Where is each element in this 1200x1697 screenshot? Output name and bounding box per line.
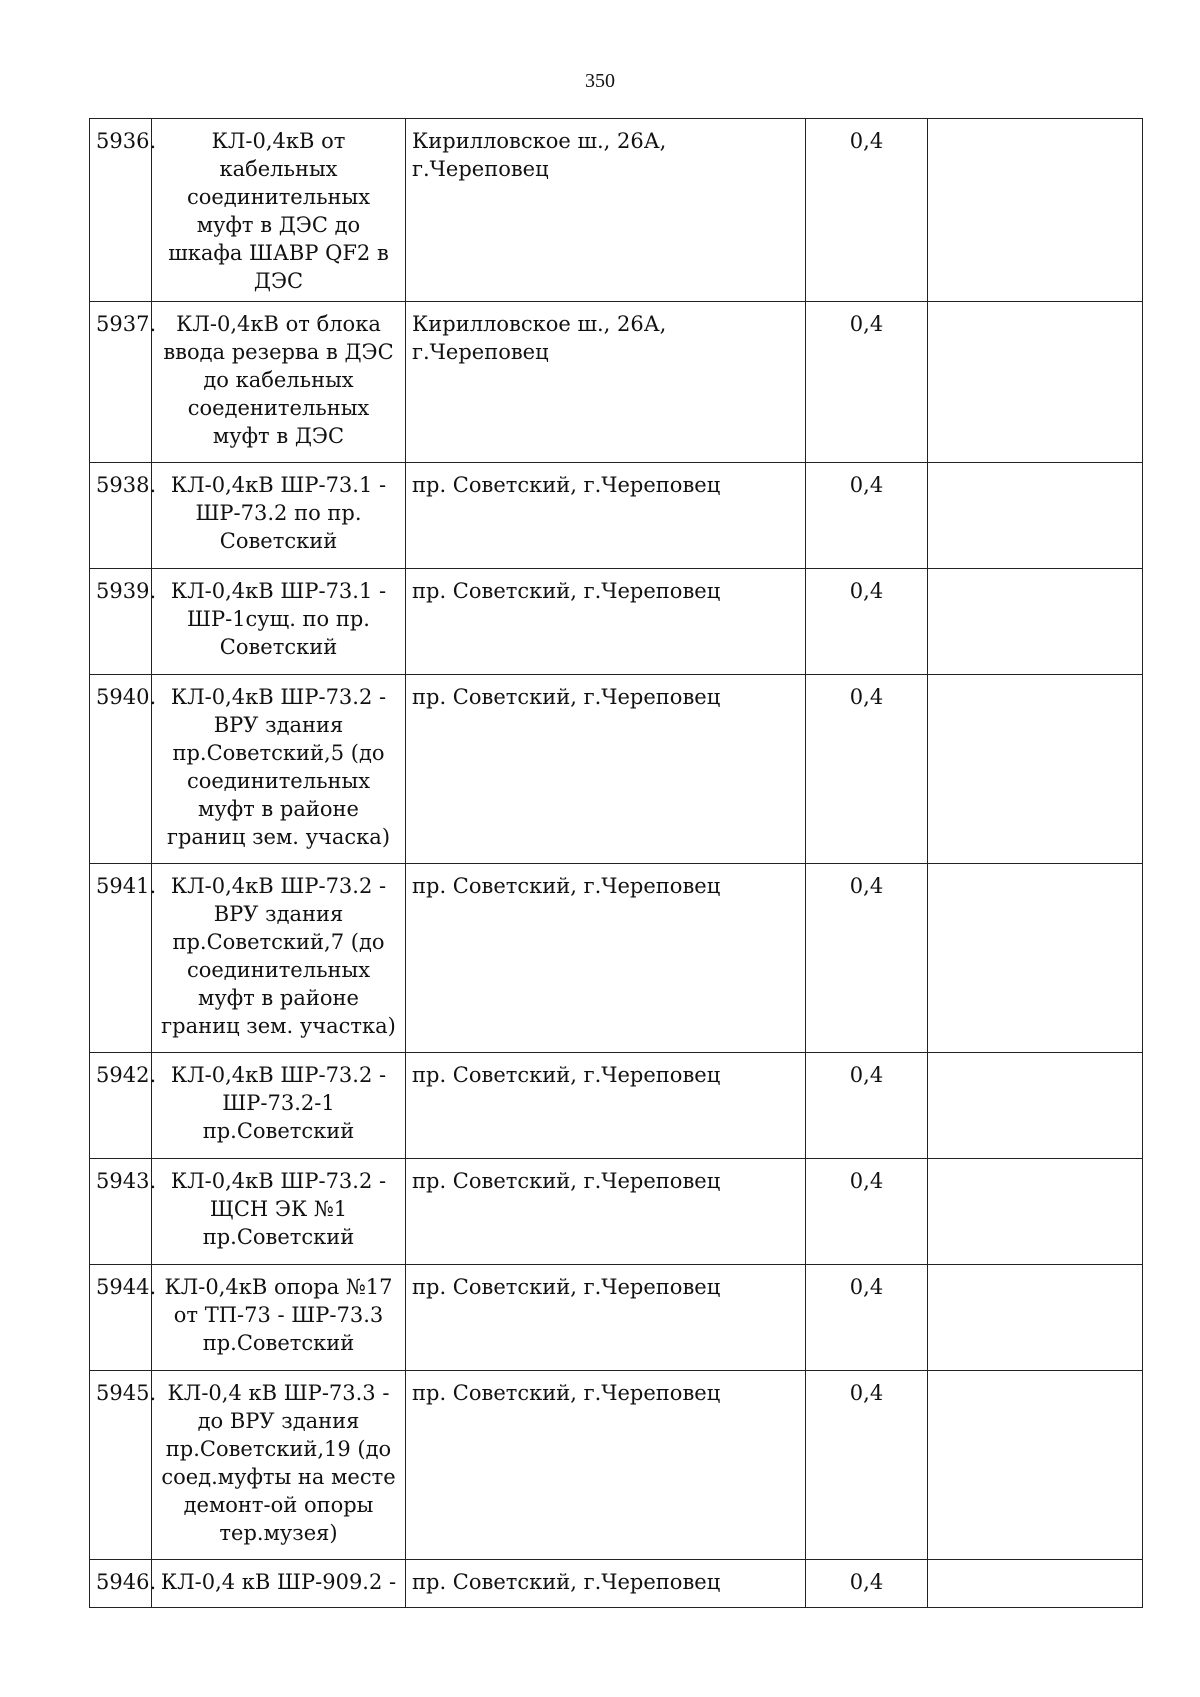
voltage-cell: 0,4 (806, 675, 928, 864)
voltage-cell: 0,4 (806, 1159, 928, 1265)
address-cell: пр. Советский, г.Череповец (406, 675, 806, 864)
row-number-cell: 5944. (90, 1265, 152, 1371)
address-cell: Кирилловское ш., 26А, г.Череповец (406, 302, 806, 463)
empty-cell (928, 864, 1143, 1053)
table-row (90, 1371, 1143, 1560)
line-name-cell: КЛ-0,4кВ ШР-73.2 - ШР-73.2-1 пр.Советский (152, 1053, 406, 1159)
line-name-cell: КЛ-0,4кВ ШР-73.2 - ВРУ здания пр.Советский,7 (до соединительных муфт в районе границ зем. участка) (152, 864, 406, 1053)
row-number-cell: 5946. (90, 1560, 152, 1608)
row-number-cell: 5941. (90, 864, 152, 1053)
table-row (90, 1560, 1143, 1608)
empty-cell (928, 1265, 1143, 1371)
row-number-cell: 5945. (90, 1371, 152, 1560)
voltage-cell: 0,4 (806, 119, 928, 302)
page-number: 350 (585, 70, 615, 92)
row-number-cell: 5936. (90, 119, 152, 302)
address-cell: пр. Советский, г.Череповец (406, 569, 806, 675)
table-row (90, 1265, 1143, 1371)
address-cell: пр. Советский, г.Череповец (406, 1265, 806, 1371)
empty-cell (928, 1371, 1143, 1560)
address-cell: пр. Советский, г.Череповец (406, 1371, 806, 1560)
voltage-cell: 0,4 (806, 864, 928, 1053)
voltage-cell: 0,4 (806, 1265, 928, 1371)
line-name-cell: КЛ-0,4кВ ШР-73.2 - ЩСН ЭК №1 пр.Советский (152, 1159, 406, 1265)
table-row (90, 864, 1143, 1053)
address-cell: пр. Советский, г.Череповец (406, 1560, 806, 1608)
address-cell: пр. Советский, г.Череповец (406, 1159, 806, 1265)
row-number-cell: 5943. (90, 1159, 152, 1265)
row-number-cell: 5939. (90, 569, 152, 675)
address-cell: пр. Советский, г.Череповец (406, 864, 806, 1053)
row-number-cell: 5938. (90, 463, 152, 569)
line-name-cell: КЛ-0,4 кВ ШР-73.3 - до ВРУ здания пр.Советский,19 (до соед.муфты на месте демонт-ой опоры тер.музея) (152, 1371, 406, 1560)
table-row (90, 119, 1143, 302)
empty-cell (928, 1560, 1143, 1608)
empty-cell (928, 302, 1143, 463)
empty-cell (928, 569, 1143, 675)
line-name-cell: КЛ-0,4кВ ШР-73.1 - ШР-1сущ. по пр. Советский (152, 569, 406, 675)
address-cell: пр. Советский, г.Череповец (406, 463, 806, 569)
voltage-cell: 0,4 (806, 302, 928, 463)
cable-line-registry-table (89, 118, 1143, 1608)
voltage-cell: 0,4 (806, 569, 928, 675)
table-row (90, 1159, 1143, 1265)
address-cell: Кирилловское ш., 26А, г.Череповец (406, 119, 806, 302)
line-name-cell: КЛ-0,4кВ ШР-73.1 - ШР-73.2 по пр. Советский (152, 463, 406, 569)
empty-cell (928, 1159, 1143, 1265)
table-row (90, 302, 1143, 463)
table-row (90, 569, 1143, 675)
row-number-cell: 5940. (90, 675, 152, 864)
line-name-cell: КЛ-0,4 кВ ШР-909.2 - (152, 1560, 406, 1608)
row-number-cell: 5942. (90, 1053, 152, 1159)
address-cell: пр. Советский, г.Череповец (406, 1053, 806, 1159)
voltage-cell: 0,4 (806, 1053, 928, 1159)
line-name-cell: КЛ-0,4кВ опора №17 от ТП-73 - ШР-73.3 пр.Советский (152, 1265, 406, 1371)
voltage-cell: 0,4 (806, 1371, 928, 1560)
table-row (90, 675, 1143, 864)
line-name-cell: КЛ-0,4кВ ШР-73.2 - ВРУ здания пр.Советский,5 (до соединительных муфт в районе границ зем. учаска) (152, 675, 406, 864)
voltage-cell: 0,4 (806, 463, 928, 569)
table-row (90, 1053, 1143, 1159)
empty-cell (928, 1053, 1143, 1159)
line-name-cell: КЛ-0,4кВ от блока ввода резерва в ДЭС до кабельных соеденительных муфт в ДЭС (152, 302, 406, 463)
table-row (90, 463, 1143, 569)
empty-cell (928, 675, 1143, 864)
empty-cell (928, 119, 1143, 302)
voltage-cell: 0,4 (806, 1560, 928, 1608)
line-name-cell: КЛ-0,4кВ от кабельных соединительных муфт в ДЭС до шкафа ШАВР QF2 в ДЭС (152, 119, 406, 302)
empty-cell (928, 463, 1143, 569)
row-number-cell: 5937. (90, 302, 152, 463)
